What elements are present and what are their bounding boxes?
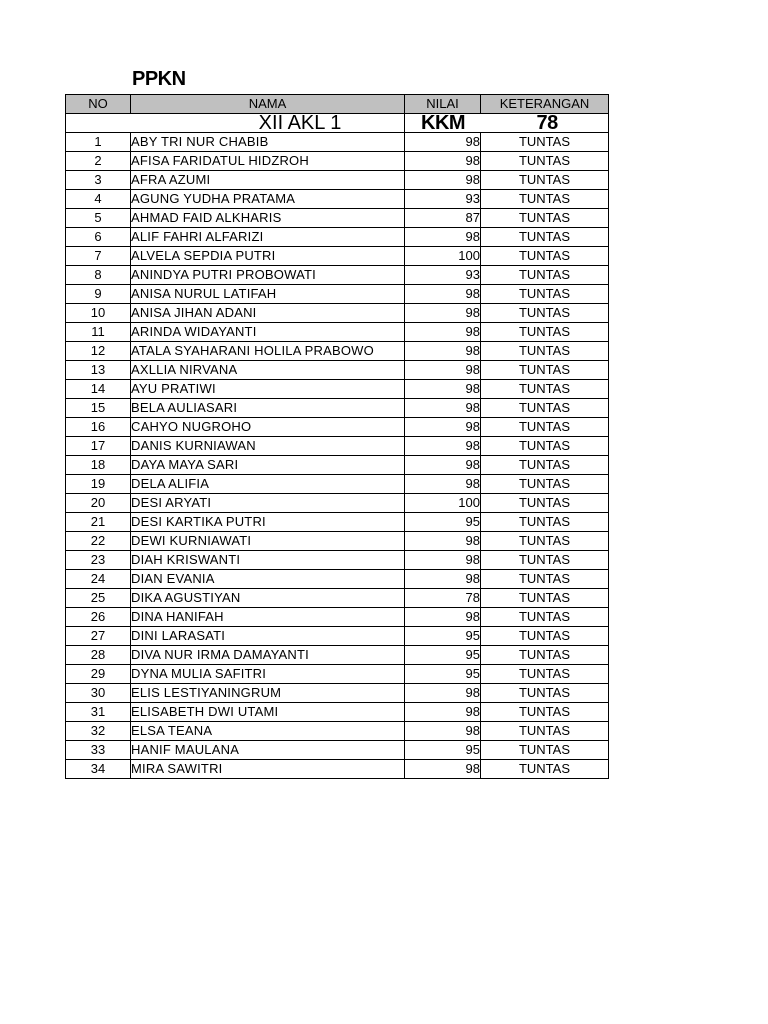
cell-keterangan: TUNTAS <box>481 475 609 494</box>
cell-nama: AFISA FARIDATUL HIDZROH <box>131 152 405 171</box>
cell-nama: AFRA AZUMI <box>131 171 405 190</box>
table-row <box>66 665 609 684</box>
table-row <box>66 266 609 285</box>
class-name: XII AKL 1 <box>258 113 342 133</box>
cell-nama: ATALA SYAHARANI HOLILA PRABOWO <box>131 342 405 361</box>
cell-no: 31 <box>66 703 131 722</box>
table-row <box>66 171 609 190</box>
table-row <box>66 209 609 228</box>
cell-nama: CAHYO NUGROHO <box>131 418 405 437</box>
header-row <box>66 95 609 114</box>
cell-no: 15 <box>66 399 131 418</box>
cell-nama: ANISA NURUL LATIFAH <box>131 285 405 304</box>
cell-nama: DINI LARASATI <box>131 627 405 646</box>
table-row <box>66 760 609 779</box>
cell-keterangan: TUNTAS <box>481 285 609 304</box>
cell-no: 7 <box>66 247 131 266</box>
cell-nilai: 98 <box>405 152 481 171</box>
cell-nama: DYNA MULIA SAFITRI <box>131 665 405 684</box>
cell-nama: ELSA TEANA <box>131 722 405 741</box>
class-name-cell <box>66 114 405 133</box>
cell-nama: ANINDYA PUTRI PROBOWATI <box>131 266 405 285</box>
cell-nilai: 98 <box>405 285 481 304</box>
cell-keterangan: TUNTAS <box>481 684 609 703</box>
kkm-label: KKM <box>405 114 481 133</box>
cell-no: 23 <box>66 551 131 570</box>
cell-keterangan: TUNTAS <box>481 304 609 323</box>
cell-nama: ELISABETH DWI UTAMI <box>131 703 405 722</box>
cell-no: 28 <box>66 646 131 665</box>
cell-keterangan: TUNTAS <box>481 266 609 285</box>
cell-no: 10 <box>66 304 131 323</box>
cell-nama: BELA AULIASARI <box>131 399 405 418</box>
cell-no: 21 <box>66 513 131 532</box>
cell-nilai: 98 <box>405 703 481 722</box>
table-row <box>66 133 609 152</box>
cell-no: 27 <box>66 627 131 646</box>
cell-nilai: 98 <box>405 722 481 741</box>
cell-nama: ABY TRI NUR CHABIB <box>131 133 405 152</box>
cell-no: 9 <box>66 285 131 304</box>
cell-no: 17 <box>66 437 131 456</box>
cell-nilai: 95 <box>405 627 481 646</box>
cell-nama: ANISA JIHAN ADANI <box>131 304 405 323</box>
cell-nilai: 78 <box>405 589 481 608</box>
table-header <box>66 95 609 114</box>
table-row <box>66 551 609 570</box>
table-row <box>66 399 609 418</box>
cell-no: 16 <box>66 418 131 437</box>
cell-no: 30 <box>66 684 131 703</box>
cell-nilai: 98 <box>405 361 481 380</box>
header-no: NO <box>66 95 131 114</box>
table-title-section <box>66 114 609 133</box>
cell-nilai: 93 <box>405 266 481 285</box>
cell-no: 25 <box>66 589 131 608</box>
table-row <box>66 342 609 361</box>
cell-nilai: 93 <box>405 190 481 209</box>
cell-nilai: 100 <box>405 247 481 266</box>
cell-keterangan: TUNTAS <box>481 152 609 171</box>
cell-nilai: 98 <box>405 171 481 190</box>
cell-nama: DIAH KRISWANTI <box>131 551 405 570</box>
table-row <box>66 152 609 171</box>
header-nama: NAMA <box>131 95 405 114</box>
cell-no: 32 <box>66 722 131 741</box>
cell-no: 34 <box>66 760 131 779</box>
cell-nama: AHMAD FAID ALKHARIS <box>131 209 405 228</box>
cell-keterangan: TUNTAS <box>481 456 609 475</box>
cell-keterangan: TUNTAS <box>481 741 609 760</box>
table-row <box>66 703 609 722</box>
cell-nama: DESI KARTIKA PUTRI <box>131 513 405 532</box>
cell-no: 6 <box>66 228 131 247</box>
cell-nilai: 98 <box>405 304 481 323</box>
cell-nilai: 98 <box>405 133 481 152</box>
table-row <box>66 418 609 437</box>
cell-nama: HANIF MAULANA <box>131 741 405 760</box>
table-row <box>66 741 609 760</box>
cell-no: 19 <box>66 475 131 494</box>
table-row <box>66 361 609 380</box>
cell-nilai: 98 <box>405 608 481 627</box>
cell-keterangan: TUNTAS <box>481 551 609 570</box>
cell-nama: DAYA MAYA SARI <box>131 456 405 475</box>
cell-no: 24 <box>66 570 131 589</box>
cell-keterangan: TUNTAS <box>481 703 609 722</box>
cell-nilai: 98 <box>405 532 481 551</box>
table-row <box>66 608 609 627</box>
cell-keterangan: TUNTAS <box>481 722 609 741</box>
header-keterangan: KETERANGAN <box>481 95 609 114</box>
cell-keterangan: TUNTAS <box>481 494 609 513</box>
cell-no: 3 <box>66 171 131 190</box>
header-nilai: NILAI <box>405 95 481 114</box>
cell-no: 29 <box>66 665 131 684</box>
title-row <box>66 114 609 133</box>
cell-keterangan: TUNTAS <box>481 665 609 684</box>
cell-nilai: 98 <box>405 760 481 779</box>
cell-no: 13 <box>66 361 131 380</box>
cell-nama: AYU PRATIWI <box>131 380 405 399</box>
cell-nama: ALIF FAHRI ALFARIZI <box>131 228 405 247</box>
cell-keterangan: TUNTAS <box>481 627 609 646</box>
cell-keterangan: TUNTAS <box>481 133 609 152</box>
table-row <box>66 570 609 589</box>
cell-keterangan: TUNTAS <box>481 342 609 361</box>
table-row <box>66 304 609 323</box>
cell-nama: DEWI KURNIAWATI <box>131 532 405 551</box>
cell-keterangan: TUNTAS <box>481 247 609 266</box>
cell-nilai: 98 <box>405 399 481 418</box>
cell-no: 4 <box>66 190 131 209</box>
cell-keterangan: TUNTAS <box>481 532 609 551</box>
cell-keterangan: TUNTAS <box>481 570 609 589</box>
cell-nilai: 98 <box>405 570 481 589</box>
cell-nilai: 95 <box>405 741 481 760</box>
cell-nama: DINA HANIFAH <box>131 608 405 627</box>
table-row <box>66 228 609 247</box>
table-row <box>66 589 609 608</box>
cell-keterangan: TUNTAS <box>481 361 609 380</box>
cell-nilai: 98 <box>405 342 481 361</box>
cell-keterangan: TUNTAS <box>481 171 609 190</box>
cell-no: 2 <box>66 152 131 171</box>
table-row <box>66 475 609 494</box>
cell-keterangan: TUNTAS <box>481 513 609 532</box>
cell-nama: AXLLIA NIRVANA <box>131 361 405 380</box>
cell-no: 22 <box>66 532 131 551</box>
cell-nilai: 87 <box>405 209 481 228</box>
table-row <box>66 380 609 399</box>
cell-nilai: 95 <box>405 665 481 684</box>
cell-keterangan: TUNTAS <box>481 399 609 418</box>
table-row <box>66 494 609 513</box>
cell-nama: DIKA AGUSTIYAN <box>131 589 405 608</box>
cell-no: 11 <box>66 323 131 342</box>
table-row <box>66 437 609 456</box>
cell-nilai: 98 <box>405 456 481 475</box>
table-row <box>66 532 609 551</box>
cell-nama: MIRA SAWITRI <box>131 760 405 779</box>
cell-nama: ALVELA SEPDIA PUTRI <box>131 247 405 266</box>
cell-keterangan: TUNTAS <box>481 608 609 627</box>
grades-table <box>65 94 609 779</box>
cell-nilai: 98 <box>405 323 481 342</box>
cell-keterangan: TUNTAS <box>481 190 609 209</box>
table-row <box>66 323 609 342</box>
cell-nama: DESI ARYATI <box>131 494 405 513</box>
cell-nama: AGUNG YUDHA PRATAMA <box>131 190 405 209</box>
cell-keterangan: TUNTAS <box>481 760 609 779</box>
cell-keterangan: TUNTAS <box>481 437 609 456</box>
cell-nilai: 98 <box>405 380 481 399</box>
cell-no: 12 <box>66 342 131 361</box>
cell-keterangan: TUNTAS <box>481 646 609 665</box>
table-row <box>66 646 609 665</box>
cell-nilai: 100 <box>405 494 481 513</box>
cell-no: 20 <box>66 494 131 513</box>
cell-keterangan: TUNTAS <box>481 228 609 247</box>
cell-no: 33 <box>66 741 131 760</box>
table-body <box>66 133 609 779</box>
cell-no: 1 <box>66 133 131 152</box>
cell-no: 8 <box>66 266 131 285</box>
table-row <box>66 684 609 703</box>
cell-nilai: 98 <box>405 437 481 456</box>
cell-keterangan: TUNTAS <box>481 418 609 437</box>
cell-keterangan: TUNTAS <box>481 589 609 608</box>
cell-keterangan: TUNTAS <box>481 209 609 228</box>
cell-nama: DIAN EVANIA <box>131 570 405 589</box>
table-row <box>66 285 609 304</box>
table-row <box>66 722 609 741</box>
cell-no: 18 <box>66 456 131 475</box>
cell-keterangan: TUNTAS <box>481 380 609 399</box>
cell-nama: DIVA NUR IRMA DAMAYANTI <box>131 646 405 665</box>
cell-no: 26 <box>66 608 131 627</box>
table-row <box>66 190 609 209</box>
kkm-value: 78 <box>481 114 609 133</box>
cell-nilai: 98 <box>405 551 481 570</box>
cell-nama: ELIS LESTIYANINGRUM <box>131 684 405 703</box>
cell-keterangan: TUNTAS <box>481 323 609 342</box>
cell-nilai: 95 <box>405 513 481 532</box>
cell-nama: DANIS KURNIAWAN <box>131 437 405 456</box>
table-row <box>66 456 609 475</box>
table-row <box>66 247 609 266</box>
cell-no: 5 <box>66 209 131 228</box>
cell-nilai: 98 <box>405 418 481 437</box>
cell-nilai: 95 <box>405 646 481 665</box>
subject-title: PPKN <box>132 68 186 90</box>
cell-nilai: 98 <box>405 475 481 494</box>
table-row <box>66 627 609 646</box>
cell-nilai: 98 <box>405 684 481 703</box>
cell-nilai: 98 <box>405 228 481 247</box>
table-row <box>66 513 609 532</box>
cell-nama: ARINDA WIDAYANTI <box>131 323 405 342</box>
cell-no: 14 <box>66 380 131 399</box>
cell-nama: DELA ALIFIA <box>131 475 405 494</box>
